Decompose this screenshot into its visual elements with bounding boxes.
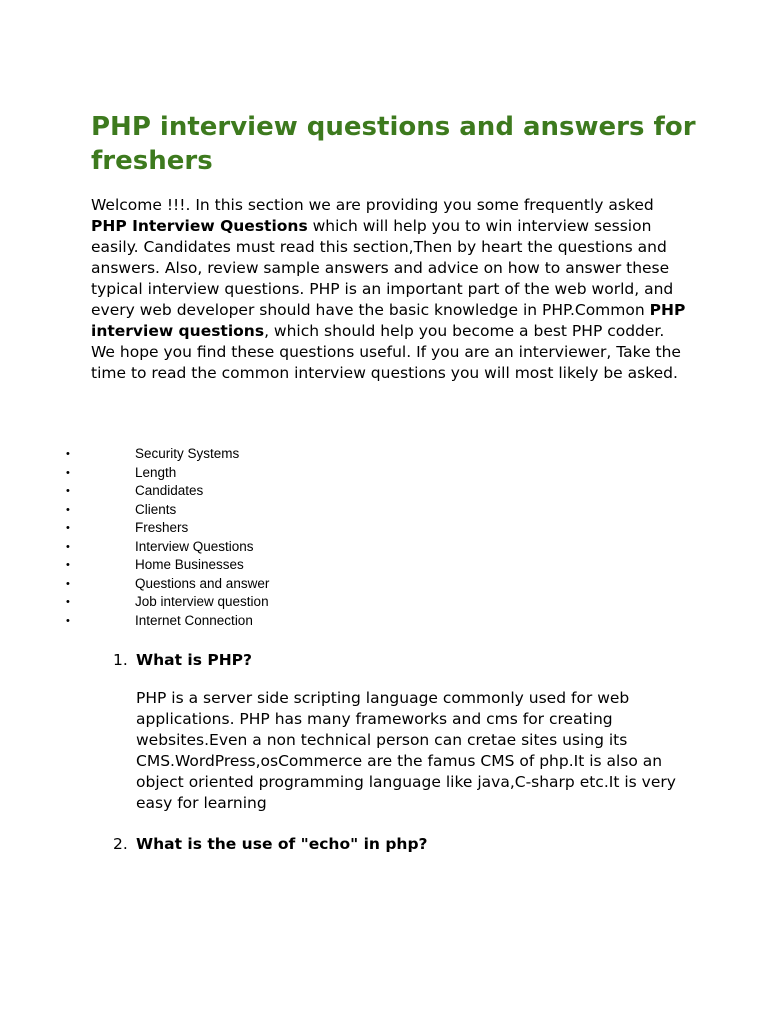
bullet-icon: •	[66, 614, 70, 627]
topic-list	[0, 445, 768, 630]
list-item	[0, 556, 768, 575]
list-item	[0, 538, 768, 557]
bullet-icon: •	[66, 485, 70, 497]
list-item-label: Candidates	[135, 483, 204, 498]
list-item	[0, 519, 768, 538]
bullet-icon: •	[66, 540, 70, 553]
bullet-icon: •	[66, 522, 70, 534]
list-item	[0, 464, 768, 483]
bullet-icon: •	[66, 559, 70, 571]
list-item	[0, 593, 768, 612]
question-number: 1.	[113, 651, 128, 669]
intro-text-3: , which should help you become a best PHP codder. We hope you find these questions useful. If you are an interviewer, Take the time to read the common interview questions you will most likely be asked.	[91, 322, 681, 382]
list-item-label: Freshers	[135, 520, 189, 535]
bullet-icon: •	[66, 577, 70, 590]
list-item-label: Internet Connection	[135, 612, 253, 628]
list-item-label: Home Businesses	[135, 557, 244, 572]
question-text: What is the use of "echo" in php?	[136, 835, 428, 853]
answer-1: PHP is a server side scripting language commonly used for web applications. PHP has many frameworks and cms for creating websites.Even a non technical person can cretae sites using its CMS.WordPress,osCommerce are the famus CMS of php.It is also an object oriented programming language like java,C-sharp etc.It is very easy for learning	[136, 689, 676, 812]
list-item-label: Security Systems	[135, 446, 240, 461]
question-2	[113, 834, 428, 855]
question-text: What is PHP?	[136, 651, 253, 669]
bullet-icon: •	[66, 596, 70, 608]
intro-text-1: Welcome !!!. In this section we are providing you some frequently asked	[91, 196, 654, 214]
list-item	[0, 575, 768, 594]
intro-bold-2: PHP interview questions	[91, 301, 686, 340]
question-number: 2.	[113, 835, 128, 853]
intro-bold-1: PHP Interview Questions	[91, 217, 308, 235]
bullet-icon: •	[66, 466, 70, 479]
list-item	[0, 501, 768, 520]
list-item-label: Job interview question	[135, 594, 269, 609]
intro-text-2: which will help you to win interview session easily. Candidates must read this section,Then by heart the questions and answers. Also, review sample answers and advice on how to answer these typical interview questions. PHP is an important part of the web world, and every web developer should have the basic knowledge in PHP.Common	[91, 217, 674, 319]
list-item-label: Questions and answer	[135, 575, 270, 591]
intro-paragraph	[91, 195, 691, 384]
list-item	[0, 612, 768, 631]
list-item-label: Interview Questions	[135, 538, 254, 554]
list-item	[0, 482, 768, 501]
page-title: PHP interview questions and answers for freshers	[91, 112, 696, 176]
bullet-icon: •	[66, 448, 70, 460]
list-item-label: Length	[135, 464, 177, 480]
list-item-label: Clients	[135, 501, 177, 517]
bullet-icon: •	[66, 503, 70, 516]
list-item	[0, 445, 768, 464]
question-1	[113, 650, 252, 671]
